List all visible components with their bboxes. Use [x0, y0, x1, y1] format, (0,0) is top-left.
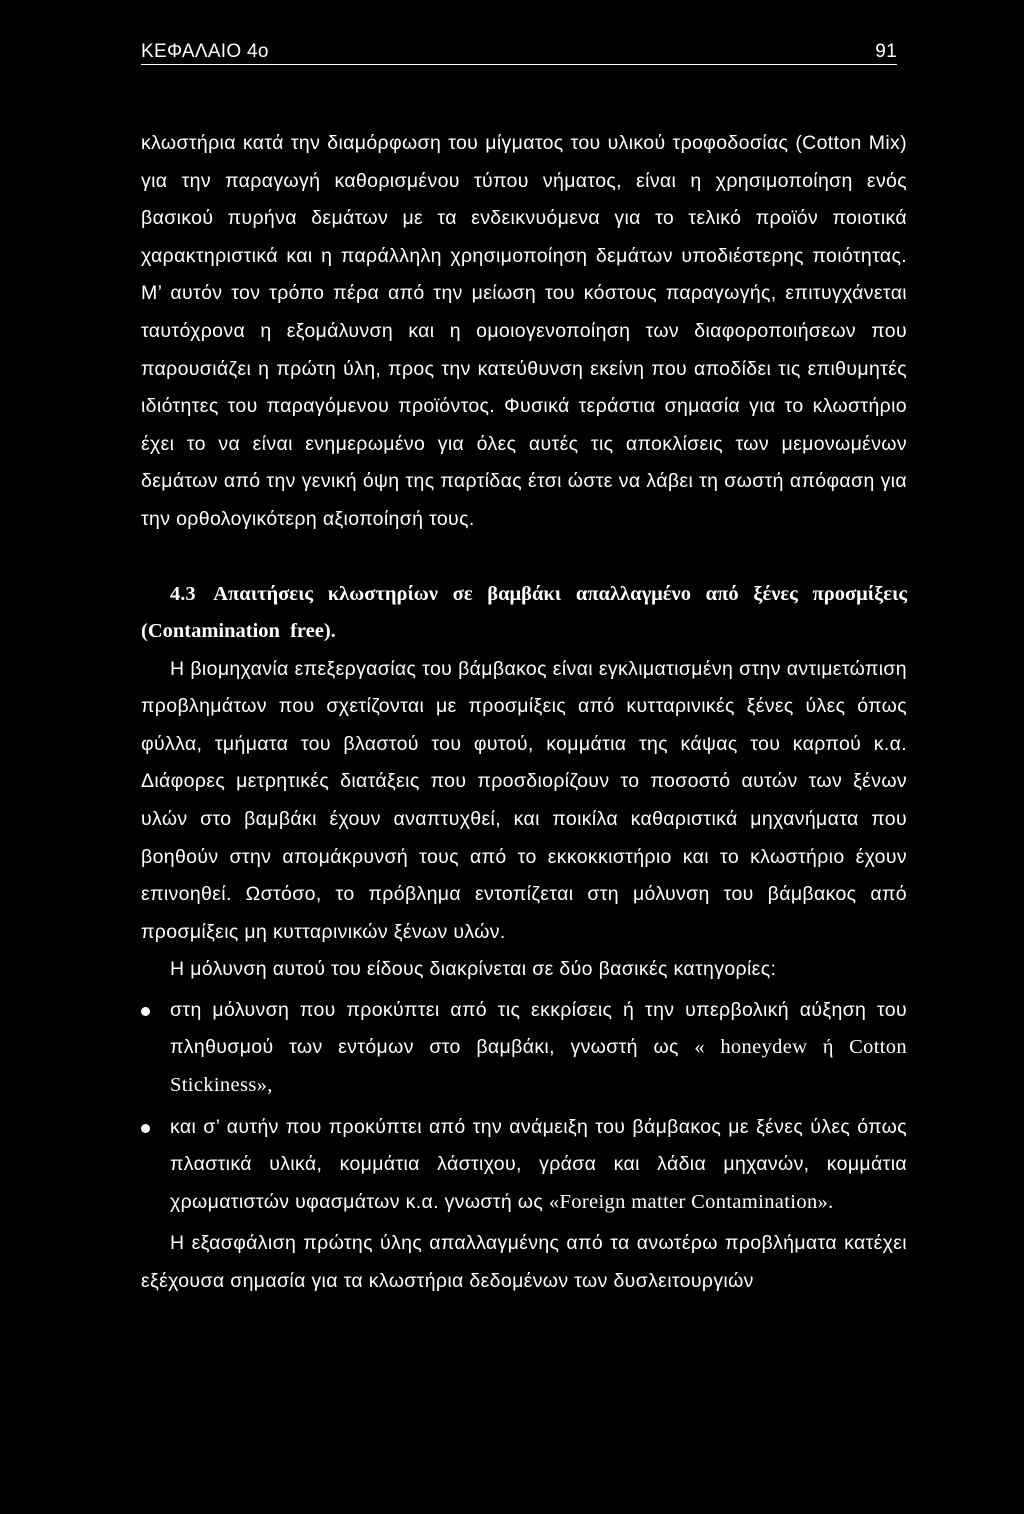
chapter-label: ΚΕΦΑΛΑΙΟ 4ο	[141, 41, 269, 62]
contamination-list	[141, 992, 907, 1222]
list-item	[141, 1109, 907, 1222]
list-item-text: στη μόλυνση που προκύπτει από τις εκκρίσεις ή την υπερβολική αύξηση του πληθυσμού των εντόμων στο βαμβάκι, γνωστή ως	[170, 998, 907, 1059]
list-item	[141, 992, 907, 1105]
section-title: Απαιτήσεις κλωστηρίων σε βαμβάκι απαλλαγμένο από ξένες προσμίξεις	[213, 582, 907, 605]
page-number: 91	[875, 41, 897, 62]
paragraph-conclusion: Η εξασφάλιση πρώτης ύλης απαλλαγμένης από τα ανωτέρω προβλήματα κατέχει εξέχουσα σημασία για τα κλωστήρια δεδομένων των δυσλειτουργιών	[141, 1232, 907, 1293]
bullet-icon	[141, 1124, 150, 1133]
section-heading	[141, 576, 907, 651]
paragraph-categories: Η μόλυνση αυτού του είδους διακρίνεται σε δύο βασικές κατηγορίες:	[170, 958, 777, 981]
section-title-english: (Contamination free).	[141, 620, 336, 643]
paragraph-contamination: Η βιομηχανία επεξεργασίας του βάμβακος είναι εγκλιματισμένη στην αντιμετώπιση προβλημάτων που σχετίζονται με προσμίξεις από κυτταρινικές ξένες ύλες όπως φύλλα, τμήματα του βλαστού του φυτού, κομμάτια της κάψας του καρπού κ.α. Διάφορες μετρητικές διατάξεις που προσδιορίζουν το ποσοστό αυτών των ξένων υλών στο βαμβάκι έχουν αναπτυχθεί, και ποικίλα καθαριστικά μηχανήματα που βοηθούν στην απομάκρυνσή τους από το εκκοκκιστήριο και το κλωστήριο έχουν επινοηθεί. Ωστόσο, το πρόβλημα εντοπίζεται στη μόλυνση του βάμβακος από προσμίξεις μη κυτταρινικών ξένων υλών.	[141, 657, 907, 943]
paragraph-cotton-mix: κλωστήρια κατά την διαμόρφωση του μίγματος του υλικού τροφοδοσίας (Cotton Mix) για την παραγωγή καθορισμένου τύπου νήματος, είναι η χρησιμοποίηση ενός βασικού πυρήνα δεμάτων με τα ενδεικνυόμενα για το τελικό προϊόν ποιοτικά χαρακτηριστικά και η παράλληλη χρησιμοποίηση δεμάτων υποδιέστερης ποιότητας. Μ’ αυτόν τον τρόπο πέρα από την μείωση του κόστους παραγωγής, επιτυγχάνεται ταυτόχρονα η εξομάλυνση και η ομοιογενοποίηση των διαφοροποιήσεων που παρουσιάζει η πρώτη ύλη, προς την κατεύθυνση εκείνη που αποδίδει τις επιθυμητές ιδιότητες του παραγόμενου προϊόντος. Φυσικά τεράστια σημασία για το κλωστήριο έχει το να είναι ενημερωμένο για όλες αυτές τις αποκλίσεις των μεμονωμένων δεμάτων από την γενική όψη της παρτίδας έτσι ώστε να λάβει τη σωστή απόφαση για την ορθολογικότερη αξιοποίησή τους.	[141, 132, 907, 530]
list-item-term: « honeydew ή Cotton Stickiness»,	[170, 1036, 907, 1097]
section-number: 4.3	[170, 582, 196, 605]
page-body	[141, 125, 907, 1301]
list-item-term: «Foreign matter Contamination».	[548, 1190, 834, 1213]
running-header	[141, 40, 897, 65]
bullet-icon	[141, 1007, 150, 1016]
list-item-text: και σ’ αυτήν που προκύπτει από την ανάμειξη του βάμβακος με ξένες ύλες όπως πλαστικά υλικά, κομμάτια λάστιχου, γράσα και λάδια μηχανών, κομμάτια χρωματιστών υφασμάτων κ.α. γνωστή ως	[170, 1115, 907, 1213]
